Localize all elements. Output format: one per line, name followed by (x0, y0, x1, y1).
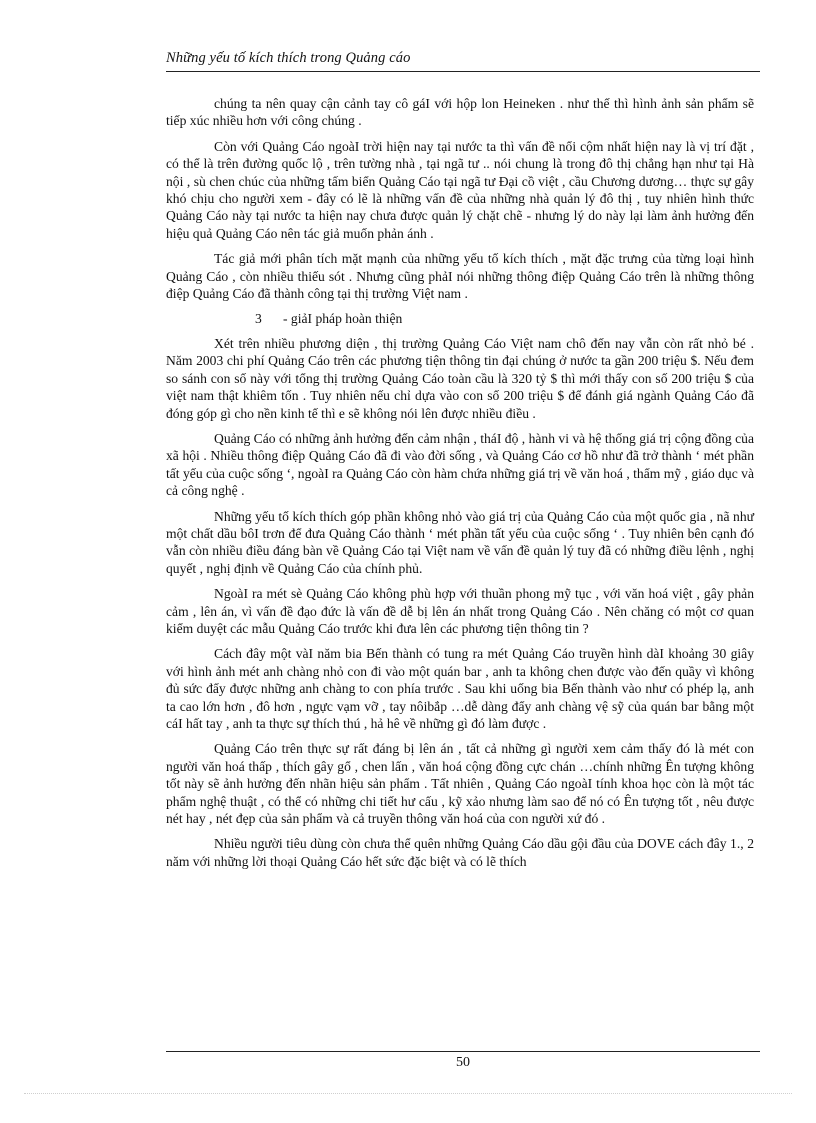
paragraph-10: Nhiều người tiêu dùng còn chưa thể quên những Quảng Cáo dầu gội đầu của DOVE cách đây 1., 2 năm với những lời thoại Quảng Cáo hết sức đặc biệt và có lẽ thích (166, 836, 754, 869)
section-heading (166, 310, 754, 327)
footer-divider (166, 1051, 760, 1052)
paragraph-9: Quảng Cáo trên thực sự rất đáng bị lên án , tất cả những gì người xem cảm thấy đó là mét con người văn hoá thấp , thích gây gổ , chen lấn , văn hoá cộng đồng cực chán …chính những Ên tượng không tốt này sẽ ảnh hưởng đến nhãn hiệu sản phẩm . Tất nhiên , Quảng Cáo ngoàI tính khoa học còn là một tác phẩm nghệ thuật , có thể có những chi tiết hư cấu , kỹ xảo nhưng làm sao để nó có Ên tượng tốt , nêu được nét hay , nét đẹp của sản phẩm và cả truyền thông văn hoá của con người xứ đó . (166, 741, 754, 827)
paragraph-3: Tác giả mới phân tích mặt mạnh của những yếu tố kích thích , mặt đặc trưng của từng loại hình Quảng Cáo , còn nhiều thiếu sót . Nhưng cũng phảI nói những thông điệp Quảng Cáo trên là những thông điệp Quảng Cáo đã thành công tại thị trường Việt nam . (166, 251, 754, 302)
paragraph-5: Quảng Cáo có những ảnh hưởng đến cảm nhận , tháI độ , hành vi và hệ thống giá trị cộng đồng của xã hội . Nhiều thông điệp Quảng Cáo đã đi vào đời sống , và Quảng Cáo cơ hồ như đã trở thành ‘ mét phần tất yếu của cuộc sống ‘, ngoàI ra Quảng Cáo còn hàm chứa những giá trị về văn hoá , thẩm mỹ , giáo dục và cả công nghệ . (166, 430, 754, 499)
document-body (166, 95, 754, 870)
paragraph-8: Cách đây một vàI năm bia Bến thành có tung ra mét Quảng Cáo truyền hình dàI khoảng 30 giây với hình ảnh mét anh chàng nhỏ con đi vào một quán bar , anh ta không chen được vào đến quầy vì không đủ sức đẩy được những anh chàng to con phía trước . Sau khi uống bia Bến thành vào như có phép lạ, anh ta cao lớn hơn , đô hơn , ngực vạm vỡ , tay nôibắp …dễ dàng đẩy anh chàng vệ sỹ của quán bar bằng một cáI hất tay , anh ta thực sự thích thú , hả hê về những gì đó làm được . (166, 646, 754, 731)
page-number: 50 (456, 1055, 470, 1070)
page-bottom-edge (24, 1093, 792, 1094)
paragraph-1: chúng ta nên quay cận cảnh tay cô gáI với hộp lon Heineken . như thế thì hình ảnh sản phẩm sẽ tiếp xúc nhiều hơn với công chúng . (166, 96, 754, 129)
running-header: Những yếu tố kích thích trong Quảng cáo (166, 50, 411, 66)
section-title: - giảI pháp hoàn thiện (283, 311, 403, 327)
paragraph-4: Xét trên nhiều phương diện , thị trường Quảng Cáo Việt nam chô đến nay vẫn còn rất nhỏ bé . Năm 2003 chi phí Quảng Cáo trên các phương tiện thông tin đại chúng ở nước ta gần 200 triệu $. Nếu đem so sánh con số này với tổng thị trường Quảng Cáo toàn cầu là 320 tỷ $ thì mới thấy con số 200 triệu $ của việt nam thật khiêm tốn . Tuy nhiên nếu chỉ dựa vào con số 200 triệu $ để đánh giá ngành Quảng Cáo đã đóng góp gì cho nền kinh tế thì e sẽ không nói lên được nhiều điều . (166, 335, 754, 421)
section-number: 3 (255, 311, 262, 327)
paragraph-6: Những yếu tố kích thích góp phần không nhỏ vào giá trị của Quảng Cáo của một quốc gia , nã như một chất dầu bôI trơn để đưa Quảng Cáo thành ‘ mét phần tất yếu của cuộc sống ‘ . Tuy nhiên bên cạnh đó vẫn còn nhiều điều đáng bàn về Quảng Cáo tại Việt nam về vấn đề quản lý tuy đã có những điều lệnh , nghị quyết , nghị định về Quảng Cáo của chính phủ. (166, 508, 754, 576)
header-divider (166, 71, 760, 72)
paragraph-2: Còn với Quảng Cáo ngoàI trời hiện nay tại nước ta thì vấn đề nổi cộm nhất hiện nay là vị trí đặt , có thể là trên đường quốc lộ , trên tường nhà , tại ngã tư .. nói chung là trong đô thị chẳng hạn như tại Hà nội , sù chen chúc của những tấm biển Quảng Cáo tại ngã tư Đại cồ việt , cầu Chương dương… thực sự gây khó chịu cho người xem - đây có lẽ là những vấn đề của những nhà quản lý đô thị , tuy nhiên hình thức Quảng Cáo này tại nước ta hiện nay chưa được quản lý chặt chẽ - nhưng lý do này lại làm ảnh hưởng đến hiệu quả Quảng Cáo nên tác giả muốn phản ánh . (166, 138, 754, 241)
paragraph-7: NgoàI ra mét sè Quảng Cáo không phù hợp với thuần phong mỹ tục , với văn hoá việt , gây phản cảm , lên án, vì vấn đề đạo đức là vấn đề dễ bị lên án nhất trong Quảng Cáo . Nên chăng có một cơ quan kiểm duyệt các mẫu Quảng Cáo trước khi đưa lên các phương tiện thông tin ? (166, 586, 754, 636)
